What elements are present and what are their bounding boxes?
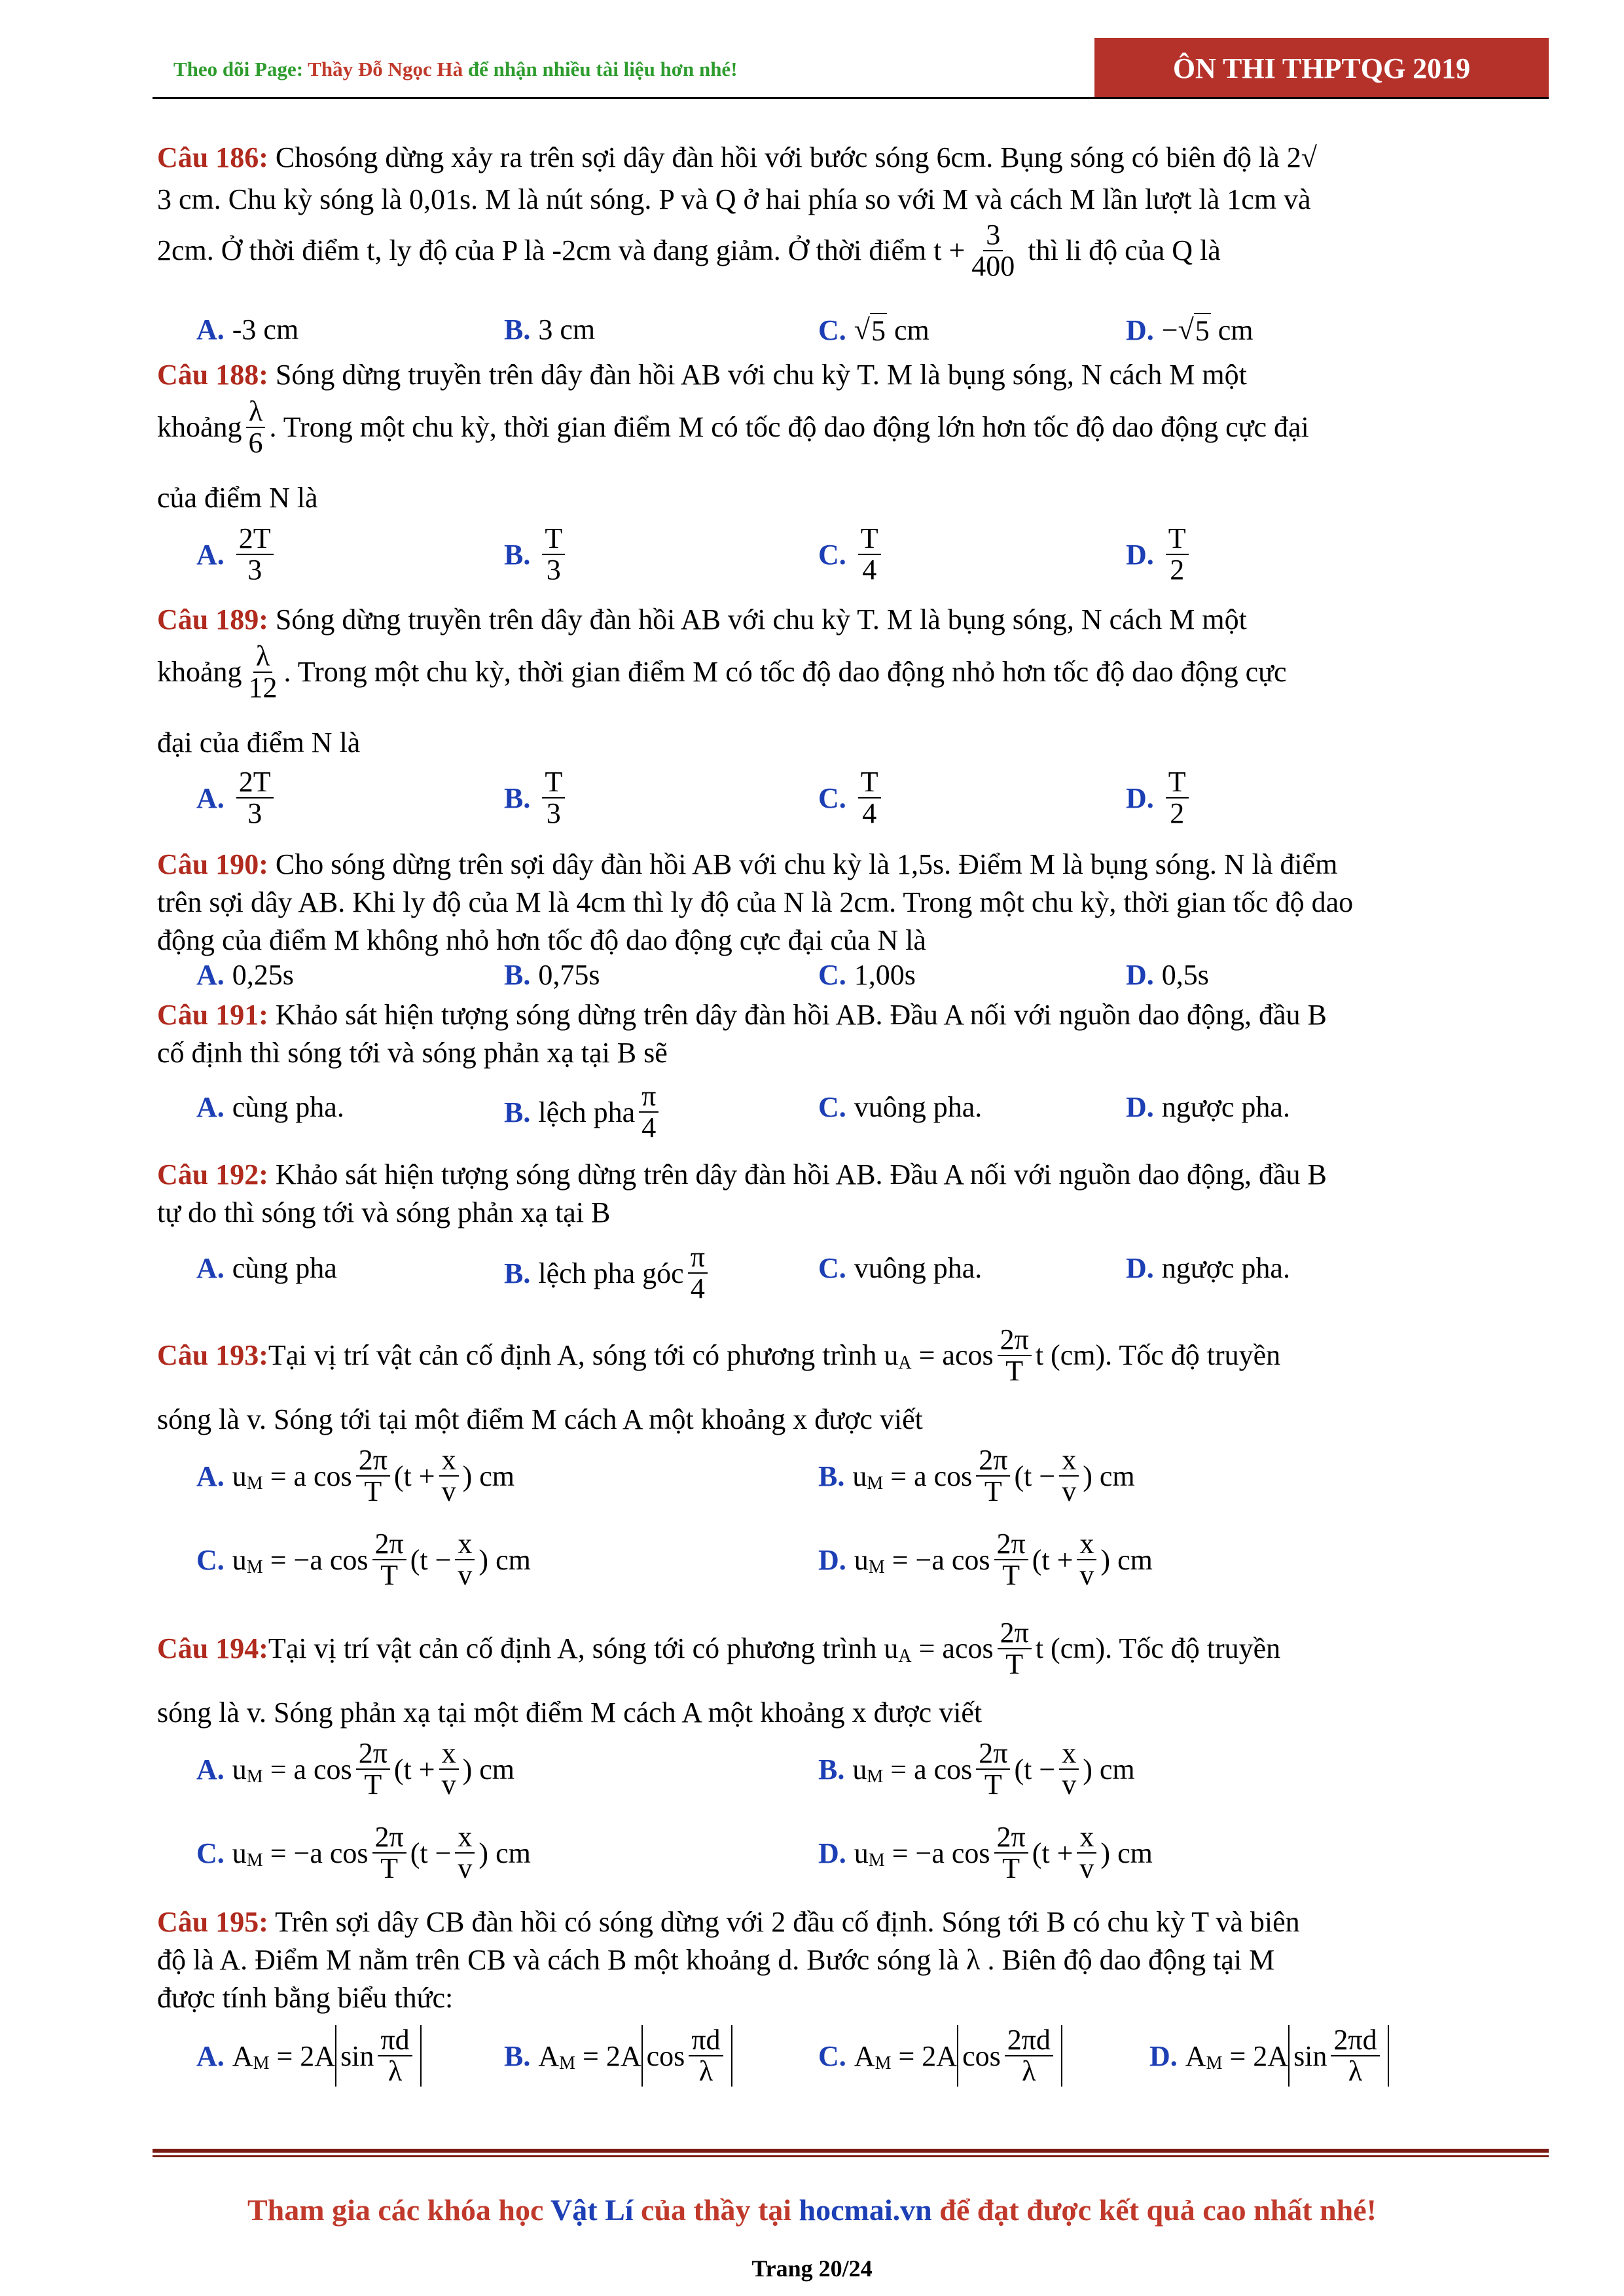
question-189-line3: đại của điểm N là — [157, 726, 361, 759]
q186-option-c[interactable]: C. √ 5 cm — [818, 314, 929, 347]
q190-option-c[interactable]: C. 1,00s — [818, 959, 916, 991]
sqrt-symbol: √ — [1301, 141, 1317, 173]
q189-option-c[interactable]: C. $\frac{T}{4}$ — [818, 767, 885, 829]
q191-option-a[interactable]: A. cùng pha. — [196, 1091, 344, 1123]
q189-option-d[interactable]: D. $\frac{T}{2}$ — [1126, 767, 1193, 829]
q195-option-c[interactable]: C. A M = 2A cos $\frac{2\pi d}{\lambda}$ — [818, 2025, 1062, 2087]
q188-option-b[interactable]: B. $\frac{T}{3}$ — [504, 524, 569, 585]
q195-option-a[interactable]: A. A M = 2A sin $\frac{\pi d}{\lambda}$ — [196, 2025, 422, 2087]
q193-option-c[interactable]: C. u M = −a cos $\frac{2\pi}{T}$ (t − $\frac{x}{v}$ ) cm — [196, 1528, 531, 1592]
q195-option-d[interactable]: D. A M = 2A sin $\frac{2\pi d}{\lambda}$ — [1149, 2025, 1389, 2087]
question-195: Câu 195: Trên sợi dây CB đàn hồi có sóng dừng với 2 đầu cố định. Sóng tới B có chu kỳ T và biên — [157, 1906, 1300, 1938]
q194-option-b[interactable]: B. u M = a cos $\frac{2\pi}{T}$ (t − $\frac{x}{v}$ ) cm — [818, 1737, 1135, 1801]
q193-option-b[interactable]: B. u M = a cos $\frac{2\pi}{T}$ (t − $\frac{x}{v}$ ) cm — [818, 1444, 1135, 1508]
question-195-line2: độ là A. Điểm M nằm trên CB và cách B một khoảng d. Bước sóng là λ . Biên độ dao động tại M — [157, 1944, 1275, 1976]
question-192-line2: tự do thì sóng tới và sóng phản xạ tại B — [157, 1196, 611, 1229]
q186-option-d[interactable]: D. − √ 5 cm — [1126, 314, 1254, 347]
question-189: Câu 189: Sóng dừng truyền trên dây đàn hồi AB với chu kỳ T. M là bụng sóng, N cách M một — [157, 603, 1247, 636]
question-191: Câu 191: Khảo sát hiện tượng sóng dừng trên dây đàn hồi AB. Đầu A nối với nguồn dao động, đầu B — [157, 999, 1327, 1031]
question-193-line2: sóng là v. Sóng tới tại một điểm M cách A một khoảng x được viết — [157, 1403, 923, 1435]
question-190-line2: trên sợi dây AB. Khi ly độ của M là 4cm thì ly độ của N là 2cm. Trong một chu kỳ, thời gian tốc độ dao — [157, 886, 1354, 918]
question-188: Câu 188: Sóng dừng truyền trên dây đàn hồi AB với chu kỳ T. M là bụng sóng, N cách M một — [157, 359, 1247, 391]
time-fraction: $\frac{3}{400}$ — [971, 219, 1015, 283]
footer-promo: Tham gia các khóa học Vật Lí của thầy tại hocmai.vn để đạt được kết quả cao nhất nhé! — [247, 2193, 1377, 2227]
question-191-line2: cố định thì sóng tới và sóng phản xạ tại B sẽ — [157, 1037, 668, 1069]
exam-title-badge: ÔN THI THPTQG 2019 — [1094, 38, 1549, 98]
question-188-line2: khoảng $\frac{\lambda}{6}$ . Trong một chu kỳ, thời gian điểm M có tốc độ dao động lớn hơn tốc độ dao động cực đại — [157, 395, 1309, 459]
q190-option-d[interactable]: D. 0,5s — [1126, 959, 1209, 991]
q194-option-d[interactable]: D. u M = −a cos $\frac{2\pi}{T}$ (t + $\frac{x}{v}$ ) cm — [818, 1821, 1153, 1885]
q192-option-b[interactable]: B. lệch pha góc $\frac{\pi}{4}$ — [504, 1242, 712, 1304]
question-190: Câu 190: Cho sóng dừng trên sợi dây đàn hồi AB với chu kỳ là 1,5s. Điểm M là bụng sóng. N là điểm — [157, 848, 1338, 880]
q193-option-d[interactable]: D. u M = −a cos $\frac{2\pi}{T}$ (t + $\frac{x}{v}$ ) cm — [818, 1528, 1153, 1592]
q193-option-a[interactable]: A. u M = a cos $\frac{2\pi}{T}$ (t + $\frac{x}{v}$ ) cm — [196, 1444, 515, 1508]
teacher-name: Thầy Đỗ Ngọc Hà — [308, 58, 463, 81]
question-195-line3: được tính bằng biểu thức: — [157, 1982, 454, 2014]
question-188-line3: của điểm N là — [157, 482, 318, 514]
q190-option-a[interactable]: A. 0,25s — [196, 959, 294, 991]
footer-divider-thin — [153, 2155, 1549, 2157]
q191-option-d[interactable]: D. ngược pha. — [1126, 1091, 1290, 1123]
q192-option-d[interactable]: D. ngược pha. — [1126, 1252, 1290, 1284]
question-189-line2: khoảng $\frac{\lambda}{12}$ . Trong một chu kỳ, thời gian điểm M có tốc độ dao động nhỏ hơn tốc độ dao động cực — [157, 640, 1287, 704]
question-186-line3: 2cm. Ở thời điểm t, ly độ của P là -2cm và đang giảm. Ở thời điểm t + $\frac{3}{400}$ thì li độ của Q là — [157, 219, 1221, 283]
q194-option-a[interactable]: A. u M = a cos $\frac{2\pi}{T}$ (t + $\frac{x}{v}$ ) cm — [196, 1737, 515, 1801]
q192-option-a[interactable]: A. cùng pha — [196, 1252, 337, 1284]
q190-option-b[interactable]: B. 0,75s — [504, 959, 600, 991]
q191-option-c[interactable]: C. vuông pha. — [818, 1091, 983, 1123]
header-divider — [153, 97, 1549, 99]
q189-option-a[interactable]: A. $\frac{2T}{3}$ — [196, 767, 278, 829]
question-192: Câu 192: Khảo sát hiện tượng sóng dừng trên dây đàn hồi AB. Đầu A nối với nguồn dao động, đầu B — [157, 1158, 1327, 1191]
q186-option-b[interactable]: B. 3 cm — [504, 314, 596, 346]
question-194-line2: sóng là v. Sóng phản xạ tại một điểm M cách A một khoảng x được viết — [157, 1696, 983, 1729]
question-186: Câu 186: Chosóng dừng xảy ra trên sợi dây đàn hồi với bước sóng 6cm. Bụng sóng có biên độ là 2√ — [157, 141, 1317, 173]
q194-option-c[interactable]: C. u M = −a cos $\frac{2\pi}{T}$ (t − $\frac{x}{v}$ ) cm — [196, 1821, 531, 1885]
q189-option-b[interactable]: B. $\frac{T}{3}$ — [504, 767, 569, 829]
page-number: Trang 20/24 — [751, 2255, 873, 2282]
header-follow-text: Theo dõi Page: Thầy Đỗ Ngọc Hà để nhận nhiều tài liệu hơn nhé! — [173, 58, 738, 81]
q186-option-a[interactable]: A. -3 cm — [196, 314, 299, 346]
q191-option-b[interactable]: B. lệch pha $\frac{\pi}{4}$ — [504, 1081, 662, 1143]
hocmai-link[interactable]: hocmai.vn — [799, 2193, 932, 2227]
q188-option-c[interactable]: C. $\frac{T}{4}$ — [818, 524, 885, 585]
question-190-line3: động của điểm M không nhỏ hơn tốc độ dao động cực đại của N là — [157, 924, 926, 956]
question-194: Câu 194: Tại vị trí vật cản cố định A, sóng tới có phương trình u A = acos $\frac{2\pi}{T}$ t (cm). Tốc độ truyền — [157, 1617, 1281, 1681]
q195-option-b[interactable]: B. A M = 2A cos $\frac{\pi d}{\lambda}$ — [504, 2025, 732, 2087]
question-186-line2: 3 cm. Chu kỳ sóng là 0,01s. M là nút sóng. P và Q ở hai phía so với M và cách M lần lượt là 1cm và — [157, 183, 1311, 215]
footer-divider-thick — [153, 2149, 1549, 2153]
q188-option-d[interactable]: D. $\frac{T}{2}$ — [1126, 524, 1193, 585]
question-193: Câu 193: Tại vị trí vật cản cố định A, sóng tới có phương trình u A = acos $\frac{2\pi}{T}$ t (cm). Tốc độ truyền — [157, 1323, 1281, 1388]
q188-option-a[interactable]: A. $\frac{2T}{3}$ — [196, 524, 278, 585]
q192-option-c[interactable]: C. vuông pha. — [818, 1252, 983, 1284]
